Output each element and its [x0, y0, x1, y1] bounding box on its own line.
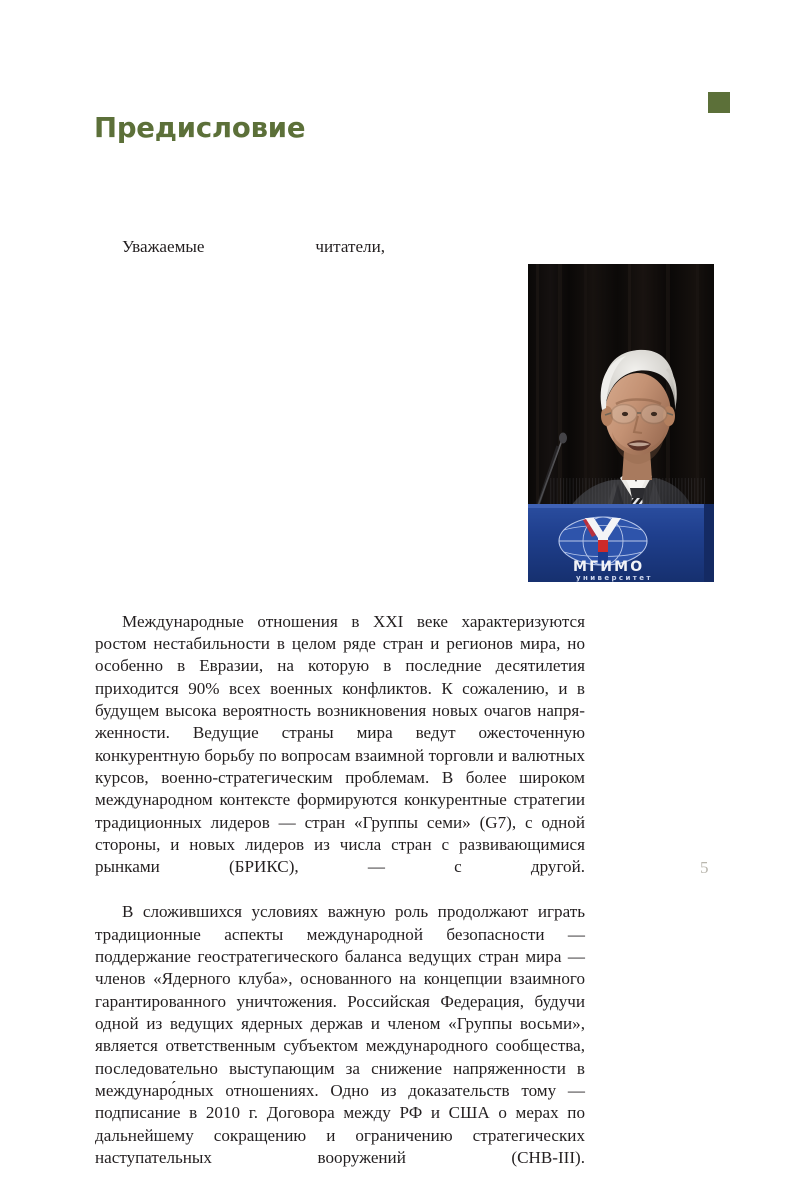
paragraph-2: В сложившихся условиях важную роль продолжают играть традиционные аспекты международной безопасности — поддержание геостратегического баланса ведущих стран мира — членов «Ядерного клуба», основанного на концепции взаимного гарантированного уничтожения. Российская Федерация, будучи одной из ведущих ядерных держав и членом «Группы восьми», является ответственным субъектом международного сообщества, последовательно выступающим за снижение напряженности в междунаро́дных отношениях. Одно из доказательств тому — подписание в 2010 г. Договора между РФ и США о мерах по дальнейшему сокращению и ограничению стратегических наступательных вооружений (СНВ-III). [95, 902, 585, 1167]
page-title: Предисловие [94, 112, 306, 144]
mgimo-logo [559, 517, 647, 565]
podium [528, 504, 714, 582]
body-text-column [95, 236, 585, 1192]
paragraph-greeting: Уважаемые читатели, [122, 237, 385, 256]
podium-logo-subtext: университет [576, 574, 653, 582]
podium-logo-text: МГИМО [573, 559, 645, 575]
page-number: 5 [700, 858, 709, 877]
photograph-graphic [528, 264, 714, 582]
paragraph-1: Международные отношения в XXI веке характеризуются ростом нестабильности в целом ряде стран и регионов мира, но особенно в Евразии, на которую в последние десятилетия приходится 90% всех военных конфликтов. К сожалению, и в будущем высока вероятность возникновения новых очагов напряженности. Ведущие страны мира ведут ожесточенную конкурентную борьбу по вопросам взаимной торговли и валютных курсов, военно-стратегическим проблемам. В более широком международном контексте формируются конкурентные стратегии традиционных лидеров — стран «Группы семи» (G7), с одной стороны, и новых лидеров из числа стран с развивающимися рынками (БРИКС), — с другой. [95, 611, 585, 877]
speaker-photograph [528, 264, 714, 582]
green-square-marker [708, 92, 730, 113]
